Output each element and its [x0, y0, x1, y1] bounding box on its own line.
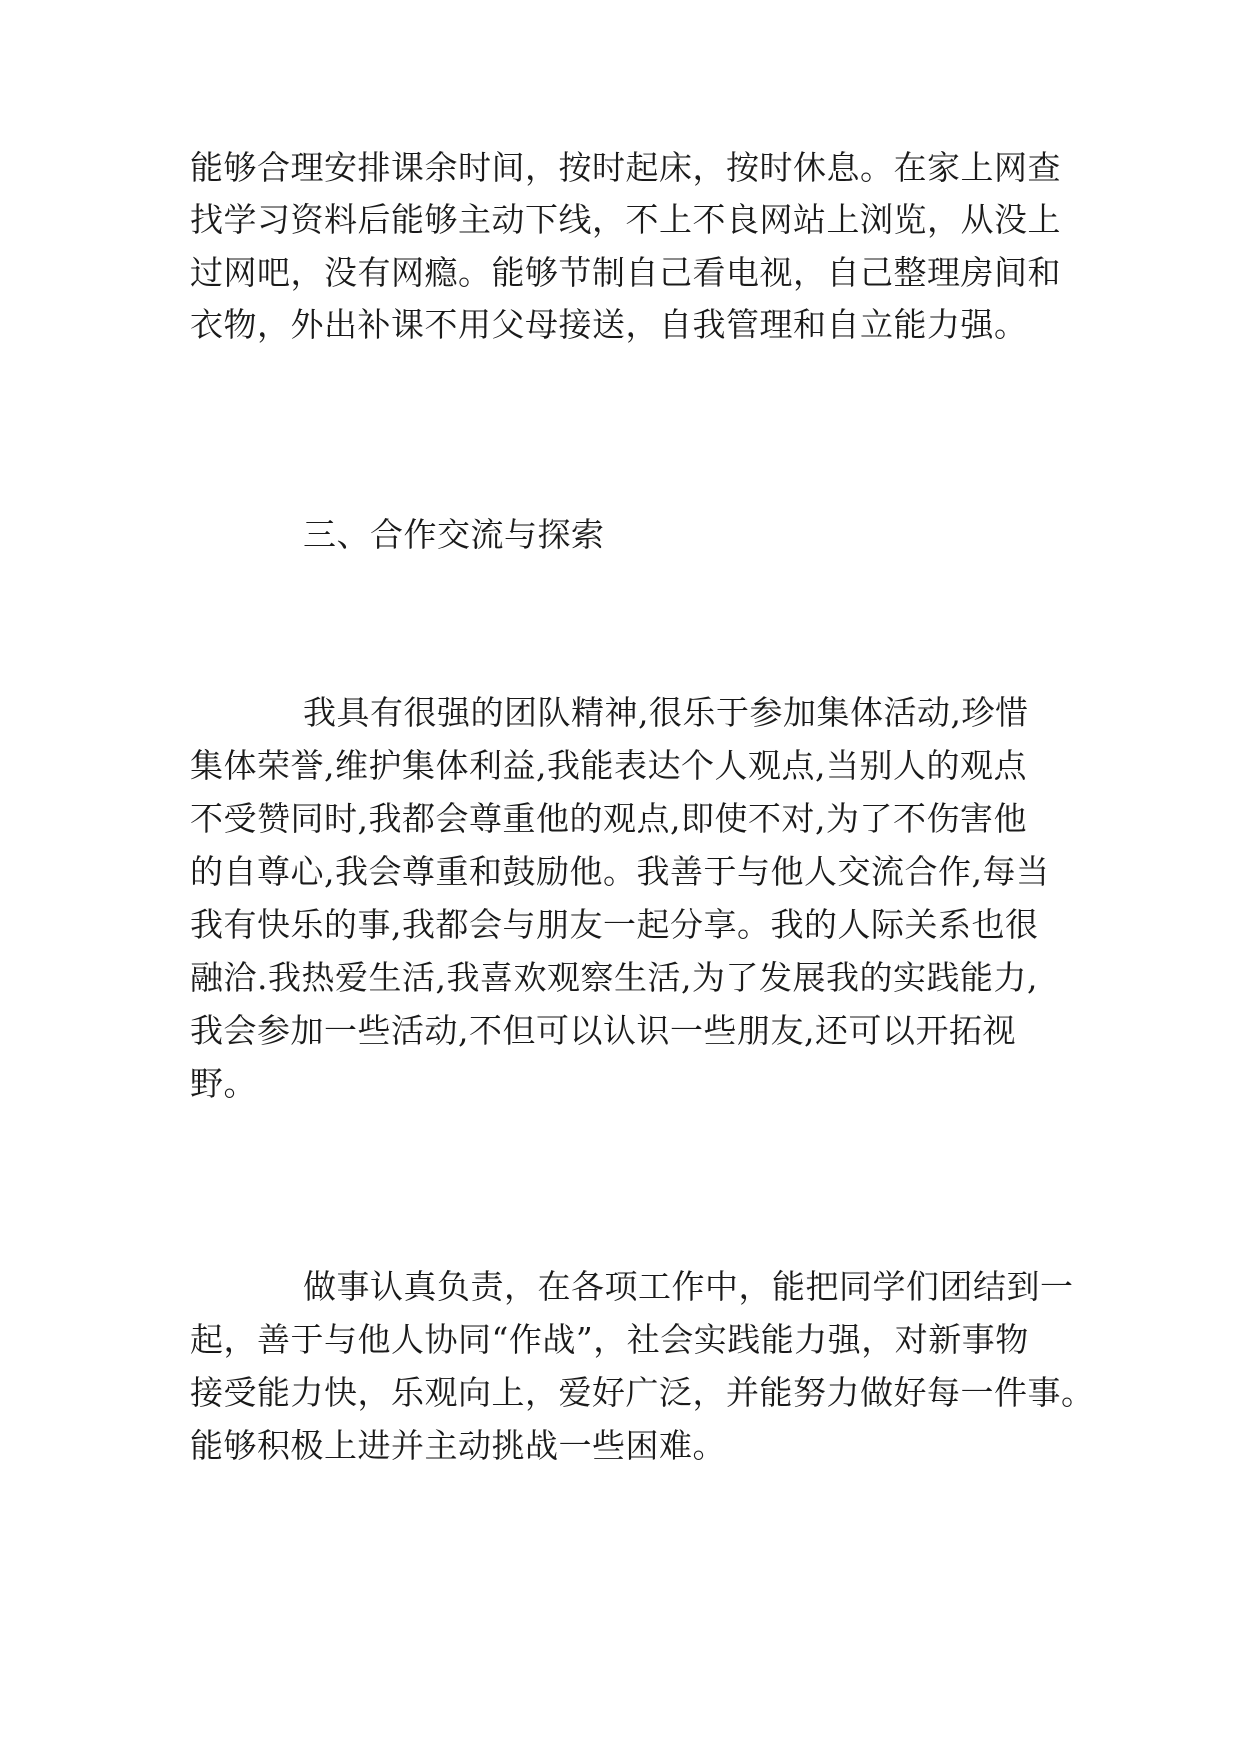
- paragraph-3-line-4: 能够积极上进并主动挑战一些困难。: [190, 1426, 726, 1465]
- section-heading: 三、合作交流与探索: [303, 515, 605, 554]
- paragraph-1-line-1: 能够合理安排课余时间，按时起床，按时休息。在家上网查: [190, 148, 1061, 187]
- paragraph-2-line-5: 我有快乐的事,我都会与朋友一起分享。我的人际关系也很: [190, 905, 1039, 944]
- paragraph-2-line-2: 集体荣誉,维护集体利益,我能表达个人观点,当别人的观点: [190, 746, 1027, 785]
- paragraph-1-line-2: 找学习资料后能够主动下线，不上不良网站上浏览，从没上: [190, 200, 1061, 239]
- paragraph-2-line-8: 野。: [190, 1064, 257, 1103]
- paragraph-3-line-2: 起，善于与他人协同“作战”，社会实践能力强，对新事物: [190, 1320, 1029, 1359]
- paragraph-2-line-1: 我具有很强的团队精神,很乐于参加集体活动,珍惜: [303, 693, 1029, 732]
- paragraph-2-line-7: 我会参加一些活动,不但可以认识一些朋友,还可以开拓视: [190, 1011, 1016, 1050]
- paragraph-2-line-4: 的自尊心,我会尊重和鼓励他。我善于与他人交流合作,每当: [190, 852, 1050, 891]
- paragraph-1-line-3: 过网吧，没有网瘾。能够节制自己看电视，自己整理房间和: [190, 253, 1061, 292]
- paragraph-3-line-1: 做事认真负责，在各项工作中，能把同学们团结到一: [303, 1267, 1074, 1306]
- paragraph-1-line-4: 衣物，外出补课不用父母接送，自我管理和自立能力强。: [190, 305, 1028, 344]
- paragraph-3-line-3: 接受能力快，乐观向上，爱好广泛，并能努力做好每一件事。: [190, 1373, 1095, 1412]
- paragraph-2-line-6: 融洽.我热爱生活,我喜欢观察生活,为了发展我的实践能力,: [190, 958, 1038, 997]
- paragraph-2-line-3: 不受赞同时,我都会尊重他的观点,即使不对,为了不伤害他: [190, 799, 1027, 838]
